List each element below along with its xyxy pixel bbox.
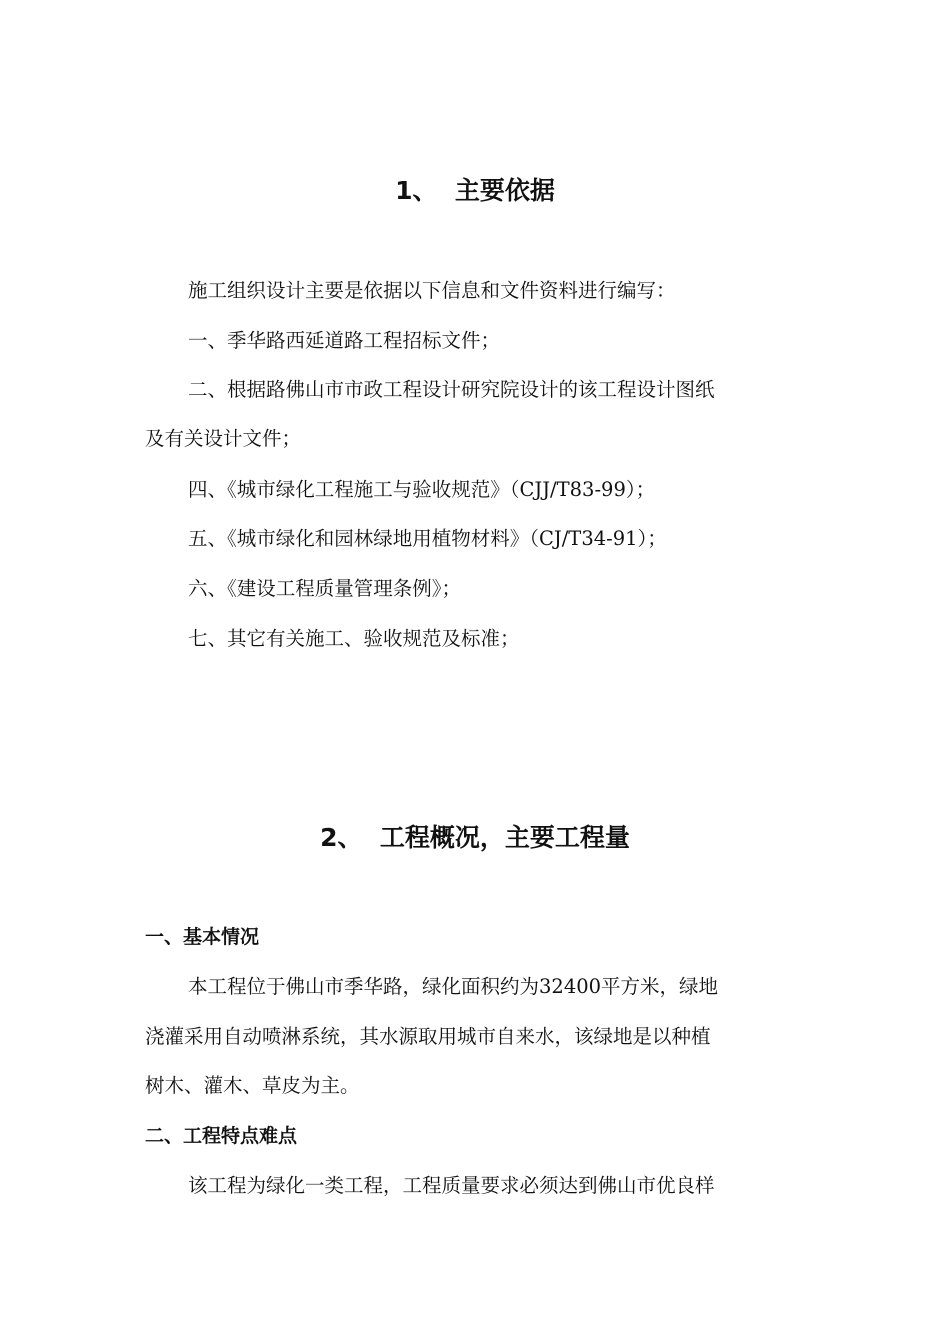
basis-item-6: 六、《建设工程质量管理条例》； (188, 577, 462, 600)
features-line-1: 该工程为绿化一类工程，工程质量要求必须达到佛山市优良样 (188, 1174, 715, 1197)
basis-item-4: 四、《城市绿化工程施工与验收规范》（CJJ/T83-99）； (188, 478, 656, 501)
basic-info-line-2: 浇灌采用自动喷淋系统，其水源取用城市自来水，该绿地是以种植 (145, 1025, 711, 1048)
basis-item-1: 一、季华路西延道路工程招标文件； (188, 329, 501, 352)
section-2-heading: 2、 工程概况，主要工程量 (320, 823, 630, 852)
basis-item-5: 五、《城市绿化和园林绿地用植物材料》（CJ/T34-91）； (188, 527, 667, 550)
basic-info-line-1: 本工程位于佛山市季华路，绿化面积约为32400平方米，绿地 (188, 975, 719, 998)
basis-item-7: 七、其它有关施工、验收规范及标准； (188, 627, 520, 650)
basic-info-line-3: 树木、灌木、草皮为主。 (145, 1074, 360, 1097)
basic-info-subheading: 一、基本情况 (145, 926, 260, 948)
basis-item-2-continued: 及有关设计文件； (145, 427, 302, 450)
features-subheading: 二、工程特点难点 (145, 1125, 298, 1147)
basis-item-2: 二、根据路佛山市市政工程设计研究院设计的该工程设计图纸 (188, 378, 715, 401)
section-1-heading: 1、 主要依据 (395, 176, 555, 205)
section-1-intro: 施工组织设计主要是依据以下信息和文件资料进行编写： (188, 279, 676, 302)
